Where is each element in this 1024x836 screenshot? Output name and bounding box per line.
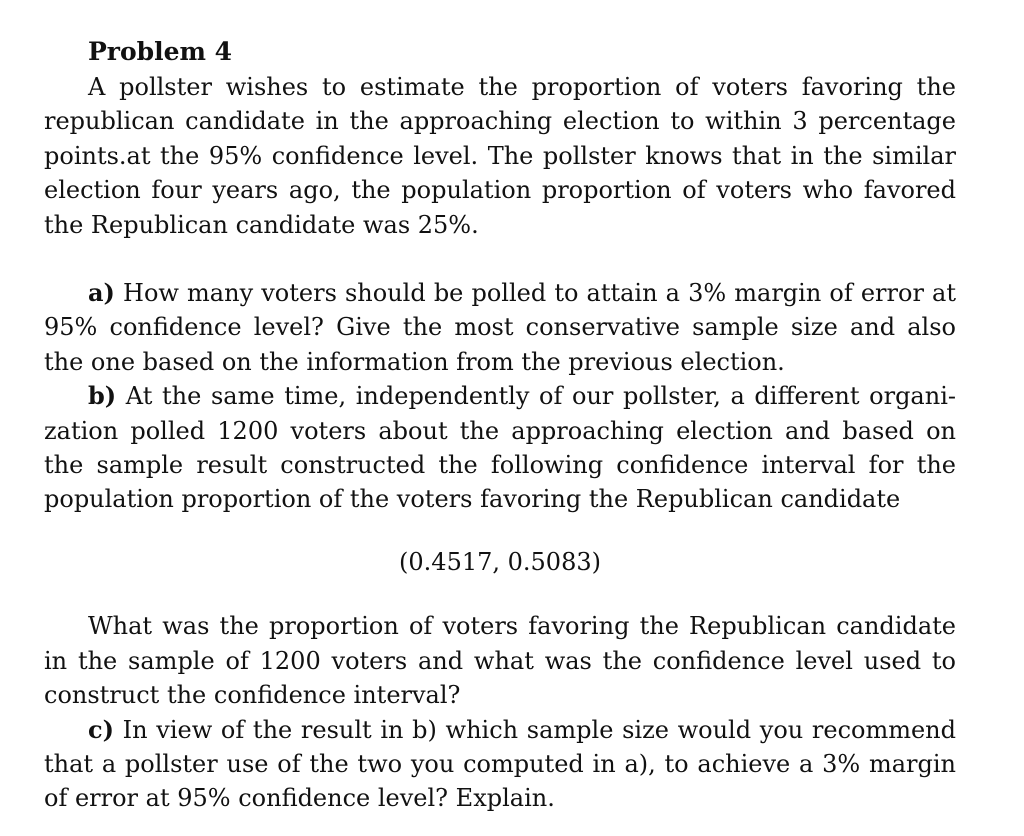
part-c-label: c) xyxy=(88,714,114,744)
part-b xyxy=(44,379,956,517)
part-b-question: What was the proportion of voters favoring the Republican candidate in the sample of 1200 voters and what was the confidence level used to construct the confidence interval? xyxy=(44,612,956,710)
part-a-label: a) xyxy=(88,278,115,308)
part-b-text: At the same time, independently of our pollster, a different organization polled 1200 voters about the approaching election and based on the sample result constructed the following confidence interval for the population proportion of the voters favoring the Republican candidate xyxy=(44,382,956,514)
part-c xyxy=(44,713,956,816)
problem-title: Problem 4 xyxy=(88,37,233,66)
document-page xyxy=(44,34,956,816)
part-b-label: b) xyxy=(88,381,117,411)
part-a xyxy=(44,276,956,379)
confidence-interval: (0.4517, 0.5083) xyxy=(399,547,601,576)
part-c-text: In view of the result in b) which sample size would you recommend that a pollster use of the two you computed in a), to achieve a 3% margin of error at 95% confidence level? Explain. xyxy=(44,715,957,813)
part-a-text: How many voters should be polled to attain a 3% margin of error at 95% confidence level? Give the most conservative sample size and also the one based on the information from the previous election. xyxy=(44,279,956,376)
problem-intro: A pollster wishes to estimate the proportion of voters favoring the republican candidate in the approaching election to within 3 percentage points.at the 95% confidence level. The pollster knows that in the similar election four years ago, the population proportion of voters who favored the Republican candidate was 25%. xyxy=(44,73,956,239)
